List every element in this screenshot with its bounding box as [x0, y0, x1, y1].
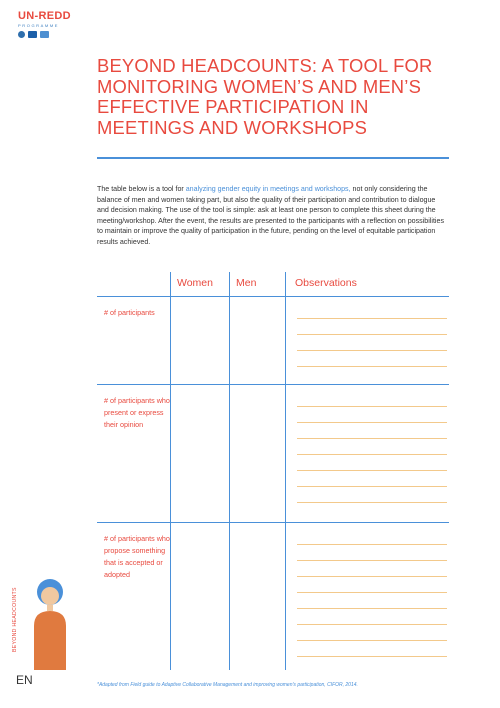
side-label: BEYOND HEADCOUNTS — [12, 587, 18, 652]
footnote: *Adapted from Field guide to Adaptive Collaborative Management and improving women's participation, CIFOR, 2014. — [97, 682, 358, 688]
observation-line[interactable] — [297, 656, 447, 657]
row-label-participants: # of participants — [104, 308, 155, 317]
column-header-women: Women — [177, 277, 213, 289]
column-header-observations: Observations — [295, 277, 357, 289]
row-label-propose: # of participants who propose something that is accepted or adopted — [104, 534, 170, 579]
observation-line[interactable] — [297, 560, 447, 561]
logo-subtitle: PROGRAMME — [18, 23, 60, 28]
undp-logo-icon — [28, 31, 37, 38]
logo-name: UN-REDD — [18, 10, 71, 22]
observation-line[interactable] — [297, 438, 447, 439]
observation-line[interactable] — [297, 486, 447, 487]
fao-logo-icon — [18, 31, 25, 38]
un-redd-logo — [18, 10, 78, 38]
observation-line[interactable] — [297, 576, 447, 577]
column-header-men: Men — [236, 277, 257, 289]
intro-text-after: not only considering the balance of men and women taking part, but also the quality of their participation and contribution to dialogue and decision making. The use of the tool is simple: ask at least one person to complete this sheet during the meeting/workshop. After the event, the results are presented to the participants with a reflection on possibilities to maintain or improve the quality of participation in the future, pending on the level of equitable participation results achieved. — [97, 185, 444, 246]
page-title: BEYOND HEADCOUNTS: A TOOL FOR MONITORING WOMEN’S AND MEN’S EFFECTIVE PARTICIPATION IN MEETINGS AND WORKSHOPS — [97, 55, 433, 138]
observation-line[interactable] — [297, 470, 447, 471]
intro-paragraph — [97, 184, 449, 247]
observation-line[interactable] — [297, 592, 447, 593]
language-code: EN — [16, 673, 33, 687]
row-label-present: # of participants who present or express their opinion — [104, 396, 170, 429]
partner-logos — [18, 31, 78, 38]
observation-line[interactable] — [297, 608, 447, 609]
table-divider — [229, 272, 230, 670]
intro-text-before: The table below is a tool for — [97, 185, 186, 193]
observation-line[interactable] — [297, 422, 447, 423]
participation-table — [97, 272, 449, 670]
observation-line[interactable] — [297, 366, 447, 367]
observation-line[interactable] — [297, 640, 447, 641]
observation-line[interactable] — [297, 334, 447, 335]
table-divider — [97, 384, 449, 385]
title-divider — [97, 157, 449, 159]
observation-line[interactable] — [297, 454, 447, 455]
observation-line[interactable] — [297, 406, 447, 407]
woman-figure-icon — [34, 579, 66, 670]
table-divider — [97, 522, 449, 523]
table-divider — [285, 272, 286, 670]
unep-logo-icon — [40, 31, 49, 38]
observation-line[interactable] — [297, 624, 447, 625]
woman-illustration — [30, 578, 70, 670]
observation-line[interactable] — [297, 502, 447, 503]
observation-line[interactable] — [297, 318, 447, 319]
observation-line[interactable] — [297, 350, 447, 351]
table-divider — [170, 272, 171, 670]
observation-line[interactable] — [297, 544, 447, 545]
intro-link[interactable]: analyzing gender equity in meetings and workshops, — [185, 185, 351, 193]
table-divider — [97, 296, 449, 297]
